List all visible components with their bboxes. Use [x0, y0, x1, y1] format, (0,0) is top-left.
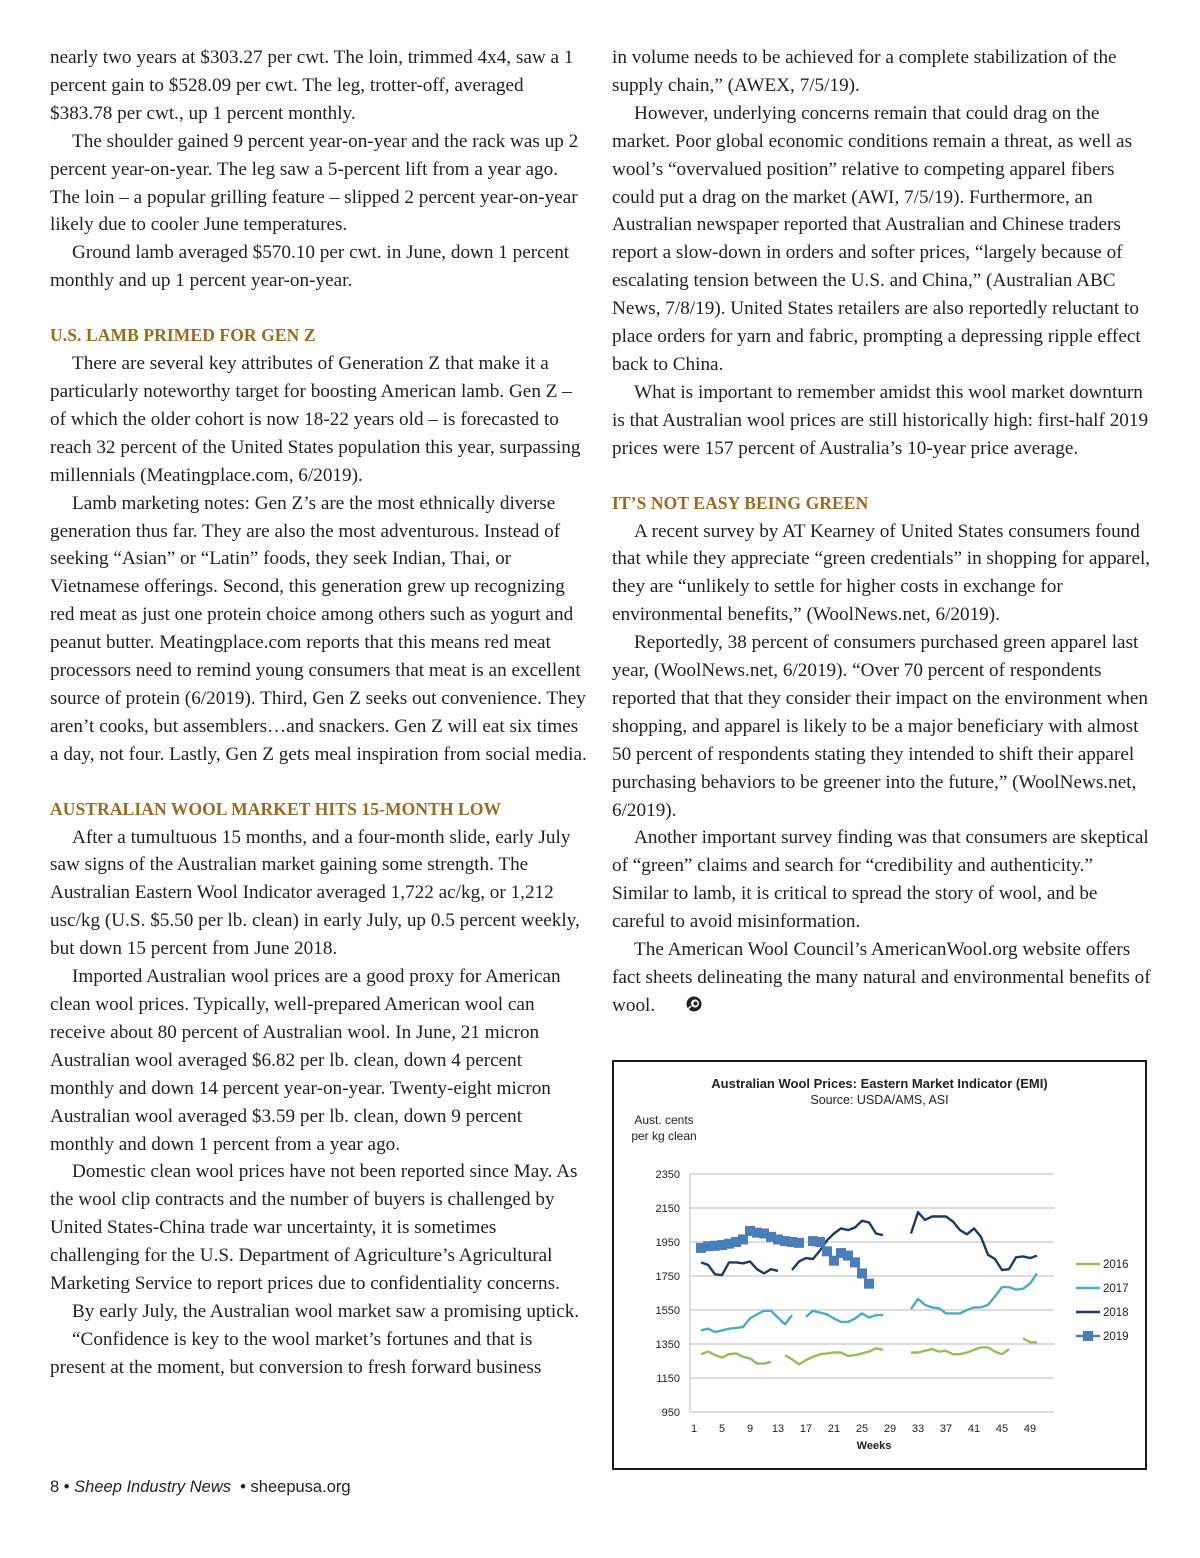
x-tick-label: 25 — [855, 1423, 869, 1435]
y-tick-label: 950 — [661, 1407, 680, 1419]
series-line-2018 — [911, 1212, 1037, 1270]
wool-price-chart — [612, 1060, 1147, 1470]
y-tick-label: 1950 — [655, 1237, 680, 1249]
publication-name: Sheep Industry News — [74, 1478, 231, 1496]
x-tick-label: 45 — [995, 1423, 1009, 1435]
legend-label: 2018 — [1103, 1307, 1129, 1319]
x-tick-label: 5 — [718, 1423, 726, 1435]
series-line-2016 — [911, 1347, 1009, 1354]
x-tick-label: 9 — [746, 1423, 754, 1435]
y-tick-label: 2150 — [655, 1203, 680, 1215]
body-paragraph: Lamb marketing notes: Gen Z’s are the most ethnically diverse generation thus far. They are also the most adventurous. Instead of seeking “Asian” or “Latin” foods, they seek Indian, Thai, or Vietnamese offerings. Second, this generation grew up recognizing red meat as just one protein choice among others such as yogurt and peanut butter. Meatingplace.com reports that this means red meat processors need to remind young consumers that meat is an excellent source of protein (6/2019). Third, Gen Z seeks out convenience. They aren’t cooks, but assemblers…and snackers. Gen Z will eat six times a day, not four. Lastly, Gen Z gets meal inspiration from social media. — [50, 492, 587, 765]
page-number: 8 — [50, 1478, 60, 1496]
body-paragraph: Reportedly, 38 percent of consumers purchased green apparel last year, (WoolNews.net, 6/2019). “Over 70 percent of respondents reported that that they consider their impact on the environment when shopping, and apparel is likely to be a major beneficiary with almost 50 percent of respondents stating they intended to shift their apparel purchasing behaviors to be greener into the future,” (WoolNews.net, 6/2019). — [612, 632, 1149, 821]
data-marker-2019 — [822, 1246, 832, 1256]
body-paragraph: “Confidence is key to the wool market’s fortunes and that is present at the moment, but conversion to fresh forward business — [50, 1328, 542, 1378]
chart-subtitle: Source: USDA/AMS, ASI — [810, 1093, 949, 1107]
body-paragraph: The shoulder gained 9 percent year-on-year and the rack was up 2 percent year-on-year. The leg saw a 5-percent lift from a year ago. The loin – a popular grilling feature – slipped 2 percent year-on-year likely due to cooler June temperatures. — [50, 130, 579, 236]
section-heading-wool-market-low: AUSTRALIAN WOOL MARKET HITS 15-MONTH LOW — [50, 798, 502, 819]
sheep-logo-icon — [663, 994, 681, 1012]
section-heading-gen-z: U.S. LAMB PRIMED FOR GEN Z — [50, 325, 316, 346]
footer-separator: • — [63, 1478, 70, 1496]
right-column — [612, 44, 1152, 1020]
data-marker-2019 — [794, 1238, 804, 1248]
y-tick-label: 1350 — [655, 1339, 680, 1351]
chart-y-axis-label: Aust. cents per kg clean — [631, 1113, 697, 1143]
chart-x-axis-label: Weeks — [856, 1440, 892, 1452]
x-tick-label: 21 — [827, 1423, 841, 1435]
body-paragraph: There are several key attributes of Generation Z that make it a particularly noteworthy target for boosting American lamb. Gen Z – of which the older cohort is now 18-22 years old – is forecasted to reach 32 percent of the United States population this year, surpassing millennials (Meatingplace.com, 6/2019). — [50, 353, 581, 486]
data-marker-2019 — [864, 1279, 874, 1289]
final-paragraph-text: The American Wool Council’s AmericanWool.org website offers fact sheets delineating the many natural and environmental benefits of wool. — [612, 939, 1151, 1016]
y-tick-label: 2350 — [655, 1169, 680, 1181]
data-marker-2019 — [850, 1257, 860, 1267]
series-line-2016 — [1023, 1338, 1037, 1342]
x-tick-label: 41 — [967, 1423, 981, 1435]
y-tick-label: 1150 — [656, 1373, 680, 1385]
body-paragraph: Another important survey finding was that consumers are skeptical of “green” claims and search for “credibility and authenticity.” Similar to lamb, it is critical to spread the story of wool, and be careful to avoid misinformation. — [612, 827, 1149, 933]
footer-separator: • — [240, 1478, 246, 1496]
body-paragraph: in volume needs to be achieved for a complete stabilization of the supply chain,” (AWEX, 7/5/19). — [612, 47, 1117, 96]
x-tick-label: 17 — [799, 1423, 813, 1435]
chart-plot-area — [614, 1062, 1145, 1468]
legend-label: 2017 — [1103, 1283, 1129, 1295]
page-footer — [50, 1478, 351, 1497]
y-tick-label: 1550 — [655, 1305, 680, 1317]
website-url: sheepusa.org — [250, 1478, 351, 1496]
body-paragraph: Domestic clean wool prices have not been reported since May. As the wool clip contracts and the number of buyers is challenged by United States-China trade war uncertainty, it is sometimes challenging for the U.S. Department of Agriculture’s Agricultural Marketing Service to report prices due to confidentiality concerns. — [50, 1161, 578, 1295]
data-marker-2019 — [815, 1237, 825, 1247]
series-line-2017 — [806, 1311, 883, 1322]
series-line-2016 — [785, 1348, 883, 1364]
body-paragraph: Ground lamb averaged $570.10 per cwt. in June, down 1 percent monthly and up 1 percent year-on-year. — [50, 242, 570, 292]
legend-label: 2019 — [1103, 1331, 1129, 1343]
series-line-2016 — [701, 1352, 771, 1364]
x-tick-label: 29 — [883, 1423, 897, 1435]
body-paragraph: However, underlying concerns remain that could drag on the market. Poor global economic conditions remain a threat, as well as wool’s “overvalued position” relative to competing apparel fibers could put a drag on the market (AWI, 7/5/19). Furthermore, an Australian newspaper reported that Australian and Chinese traders report a slow-down in orders and softer prices, “largely because of escalating tension between the U.S. and China,” (Australian ABC News, 7/8/19). United States retailers are also reportedly reluctant to place orders for yarn and fabric, prompting a depressing ripple effect back to China. — [612, 102, 1141, 375]
series-line-2017 — [701, 1311, 792, 1332]
chart-title: Australian Wool Prices: Eastern Market Indicator (EMI) — [711, 1076, 1048, 1091]
body-paragraph: After a tumultuous 15 months, and a four-month slide, early July saw signs of the Australian market gaining some strength. The Australian Eastern Wool Indicator averaged 1,722 ac/kg, or 1,212 usc/kg (U.S. $5.50 per lb. clean) in early July, up 0.5 percent weekly, but down 15 percent from June 2018. — [50, 826, 580, 960]
section-heading-green: IT’S NOT EASY BEING GREEN — [612, 492, 869, 513]
body-paragraph: By early July, the Australian wool market saw a promising uptick. — [72, 1300, 580, 1322]
body-paragraph-final — [612, 936, 1152, 1020]
left-column — [50, 44, 590, 1382]
y-tick-label: 1750 — [655, 1271, 680, 1283]
legend-marker-2019 — [1083, 1331, 1093, 1341]
body-paragraph: What is important to remember amidst this wool market downturn is that Australian wool prices are still historically high: first-half 2019 prices were 157 percent of Australia’s 10-year price average. — [612, 381, 1149, 459]
body-paragraph: A recent survey by AT Kearney of United States consumers found that while they appreciate “green credentials” in shopping for apparel, they are “unlikely to settle for higher costs in exchange for environmental benefits,” (WoolNews.net, 6/2019). — [612, 520, 1151, 626]
x-tick-label: 37 — [939, 1423, 953, 1435]
data-marker-2019 — [857, 1268, 867, 1278]
x-tick-label: 1 — [690, 1423, 698, 1435]
x-tick-label: 13 — [771, 1423, 785, 1435]
body-paragraph: nearly two years at $303.27 per cwt. The loin, trimmed 4x4, saw a 1 percent gain to $528.09 per cwt. The leg, trotter-off, averaged $383.78 per cwt., up 1 percent monthly. — [50, 47, 574, 124]
x-tick-label: 33 — [911, 1423, 925, 1435]
body-paragraph: Imported Australian wool prices are a good proxy for American clean wool prices. Typically, well-prepared American wool can receive about 80 percent of Australian wool. In June, 21 micron Australian wool averaged $6.82 per lb. clean, down 4 percent monthly and down 14 percent year-on-year. Twenty-eight micron Australian wool averaged $3.59 per lb. clean, down 9 percent monthly and down 1 percent from a year ago. — [50, 966, 561, 1155]
series-line-2017 — [911, 1273, 1037, 1313]
x-tick-label: 49 — [1023, 1423, 1037, 1435]
series-line-2018 — [701, 1262, 778, 1276]
legend-label: 2016 — [1103, 1259, 1129, 1271]
